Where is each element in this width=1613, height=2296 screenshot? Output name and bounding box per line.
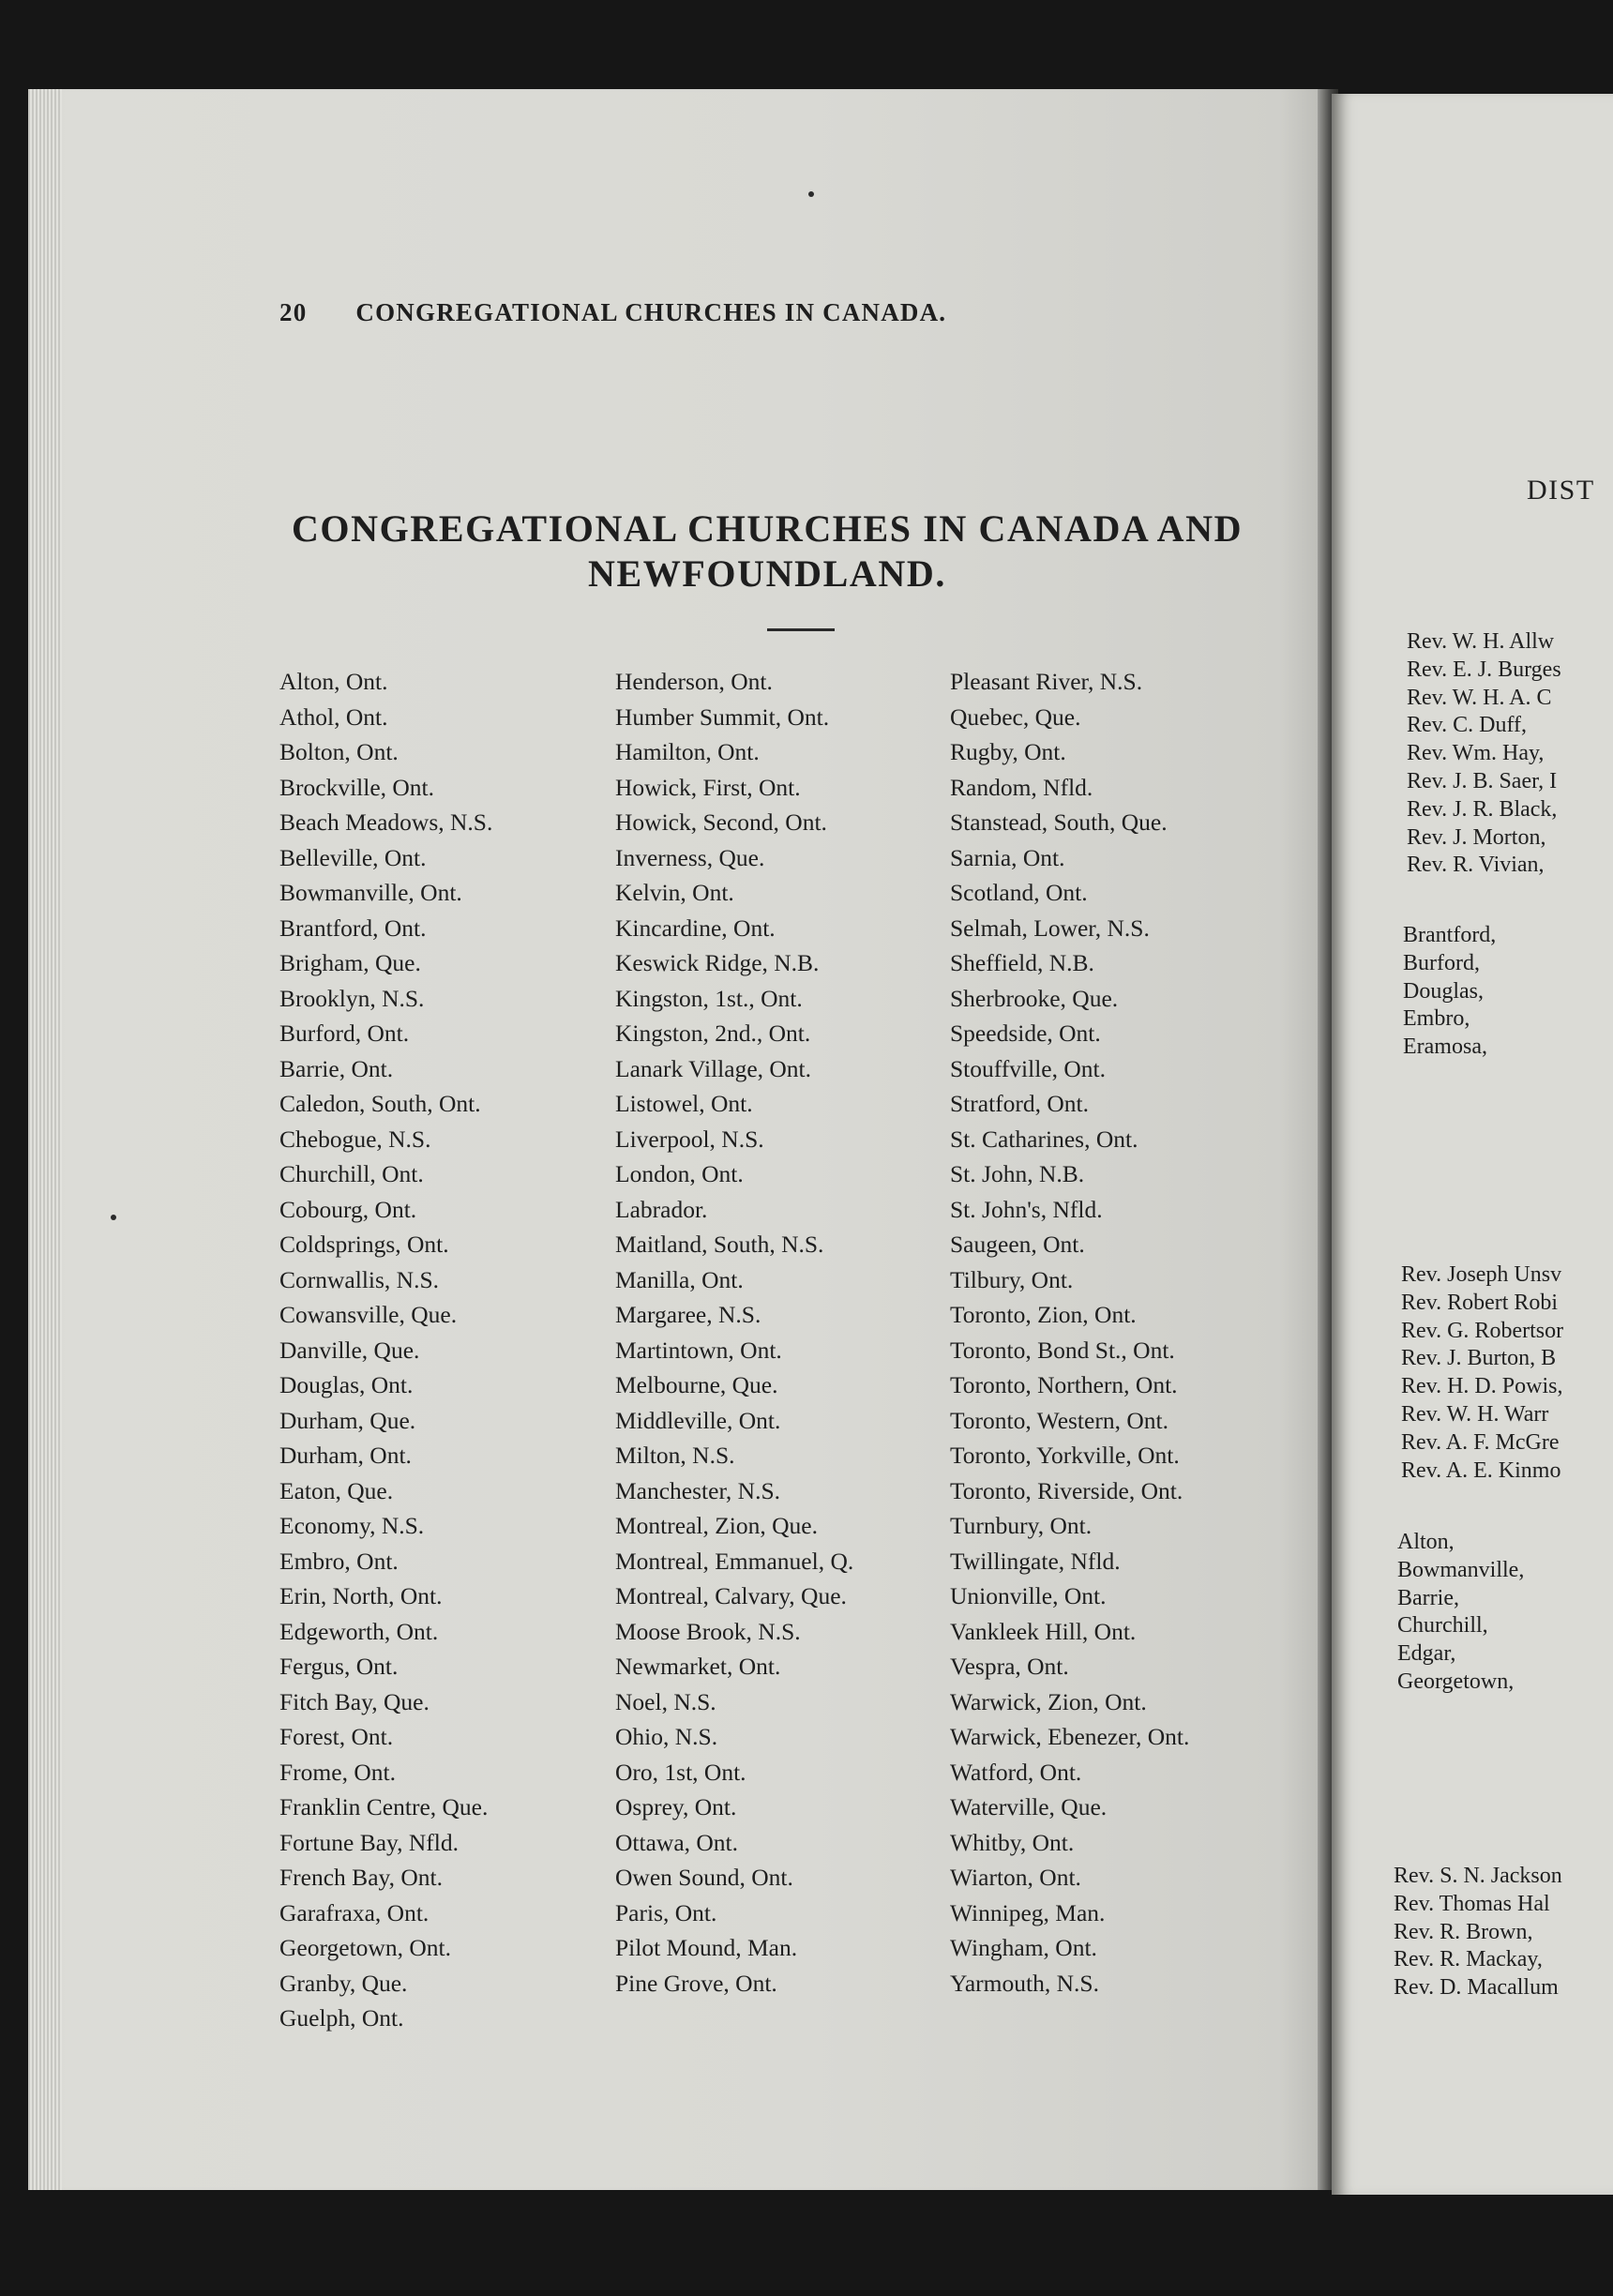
church-entry: Toronto, Zion, Ont. xyxy=(950,1301,1137,1328)
church-entry: Oro, 1st, Ont. xyxy=(615,1758,746,1786)
right-page-block-2 xyxy=(1403,922,1496,1062)
running-head-text: CONGREGATIONAL CHURCHES IN CANADA. xyxy=(355,298,947,326)
right-page-line: Rev. R. Brown, xyxy=(1394,1919,1533,1944)
church-entry: Warwick, Zion, Ont. xyxy=(950,1687,1147,1715)
church-entry: Cobourg, Ont. xyxy=(279,1195,417,1223)
right-page-block-4 xyxy=(1397,1529,1524,1697)
right-page-line: Churchill, xyxy=(1397,1613,1488,1639)
church-entry: Selmah, Lower, N.S. xyxy=(950,914,1150,942)
church-entry: Athol, Ont. xyxy=(279,702,388,731)
right-page-line: Rev. G. Robertsor xyxy=(1401,1318,1564,1343)
church-entry: Coldsprings, Ont. xyxy=(279,1231,449,1258)
page-number: 20 xyxy=(279,298,308,326)
church-entry: Montreal, Zion, Que. xyxy=(615,1512,818,1539)
right-page-line: Rev. D. Macallum xyxy=(1394,1975,1559,2001)
church-entry: Inverness, Que. xyxy=(615,843,765,871)
church-entry: Brantford, Ont. xyxy=(279,914,427,942)
church-entry: Watford, Ont. xyxy=(950,1758,1082,1786)
church-entry: Rugby, Ont. xyxy=(950,738,1066,765)
church-entry: Manilla, Ont. xyxy=(615,1265,744,1293)
right-page-line: Rev. J. Burton, B xyxy=(1401,1346,1557,1371)
church-entry: Manchester, N.S. xyxy=(615,1476,781,1504)
church-entry: Pleasant River, N.S. xyxy=(950,668,1143,695)
church-entry: Winnipeg, Man. xyxy=(950,1898,1106,1926)
church-entry: Keswick Ridge, N.B. xyxy=(615,949,820,976)
church-entry: Warwick, Ebenezer, Ont. xyxy=(950,1723,1190,1750)
church-entry: Owen Sound, Ont. xyxy=(615,1864,793,1891)
right-page-block-5 xyxy=(1394,1863,1562,2002)
church-entry: Martintown, Ont. xyxy=(615,1336,782,1364)
church-entry: Bowmanville, Ont. xyxy=(279,879,462,906)
right-page-line: Rev. W. H. A. C xyxy=(1407,685,1552,710)
church-entry: Fortune Bay, Nfld. xyxy=(279,1828,459,1856)
right-page-heading: DIST xyxy=(1527,475,1595,506)
church-entry: Random, Nfld. xyxy=(950,773,1093,801)
church-entry: Wiarton, Ont. xyxy=(950,1864,1081,1891)
church-entry: Quebec, Que. xyxy=(950,702,1081,731)
right-page-line: Rev. W. H. Warr xyxy=(1401,1401,1549,1427)
church-entry: Burford, Ont. xyxy=(279,1020,410,1047)
church-entry: Toronto, Northern, Ont. xyxy=(950,1371,1178,1398)
church-entry: Embro, Ont. xyxy=(279,1547,399,1575)
right-page-line: Rev. Wm. Hay, xyxy=(1407,741,1545,766)
right-page-line: Rev. W. H. Allw xyxy=(1407,629,1555,654)
church-entry: Montreal, Calvary, Que. xyxy=(615,1582,847,1609)
church-entry: Stouffville, Ont. xyxy=(950,1054,1106,1082)
church-entry: Garafraxa, Ont. xyxy=(279,1898,430,1926)
right-page-line: Rev. A. E. Kinmo xyxy=(1401,1458,1561,1483)
church-entry: Fitch Bay, Que. xyxy=(279,1687,430,1715)
right-page-line: Rev. J. B. Saer, I xyxy=(1407,768,1558,793)
right-page-line: Georgetown, xyxy=(1397,1669,1515,1694)
church-entry: Waterville, Que. xyxy=(950,1793,1108,1820)
ink-speck xyxy=(111,1215,116,1220)
church-entry: Twillingate, Nfld. xyxy=(950,1547,1121,1575)
right-page-line: Rev. S. N. Jackson xyxy=(1394,1864,1562,1888)
church-entry: Turnbury, Ont. xyxy=(950,1512,1093,1539)
church-entry: Ohio, N.S. xyxy=(615,1723,718,1750)
church-entry: Toronto, Western, Ont. xyxy=(950,1406,1168,1434)
church-entry: Caledon, South, Ont. xyxy=(279,1090,481,1117)
right-page-line: Rev. J. Morton, xyxy=(1407,824,1546,850)
church-entry: Sarnia, Ont. xyxy=(950,843,1065,871)
church-entry: Beach Meadows, N.S. xyxy=(279,808,493,836)
church-entry: Melbourne, Que. xyxy=(615,1371,778,1398)
church-entry: Milton, N.S. xyxy=(615,1442,735,1469)
right-page-line: Rev. C. Duff, xyxy=(1407,713,1527,738)
church-entry: Erin, North, Ont. xyxy=(279,1582,443,1609)
right-page-line: Barrie, xyxy=(1397,1585,1459,1610)
church-entry: Margaree, N.S. xyxy=(615,1301,761,1328)
ink-speck xyxy=(808,191,814,197)
church-entry: Sheffield, N.B. xyxy=(950,949,1094,976)
church-entry: Scotland, Ont. xyxy=(950,879,1088,906)
right-page-line: Bowmanville, xyxy=(1397,1557,1525,1582)
right-page-line: Douglas, xyxy=(1403,978,1484,1004)
church-entry: Alton, Ont. xyxy=(279,668,388,695)
church-entry: Frome, Ont. xyxy=(279,1758,396,1786)
church-entry: Economy, N.S. xyxy=(279,1512,425,1539)
church-entry: Edgeworth, Ont. xyxy=(279,1617,439,1645)
church-entry: Brooklyn, N.S. xyxy=(279,984,425,1012)
church-entry: Moose Brook, N.S. xyxy=(615,1617,801,1645)
church-entry: Maitland, South, N.S. xyxy=(615,1231,824,1258)
right-page-block-1 xyxy=(1407,628,1561,880)
right-page-line: Rev. Robert Robi xyxy=(1401,1290,1559,1315)
church-entry: Stanstead, South, Que. xyxy=(950,808,1168,836)
church-entry: Fergus, Ont. xyxy=(279,1653,399,1680)
church-entry: Toronto, Bond St., Ont. xyxy=(950,1336,1175,1364)
church-entry: Montreal, Emmanuel, Q. xyxy=(615,1547,854,1575)
church-entry: Danville, Que. xyxy=(279,1336,420,1364)
church-entry: Brigham, Que. xyxy=(279,949,421,976)
church-entry: London, Ont. xyxy=(615,1160,744,1187)
church-entry: Yarmouth, N.S. xyxy=(950,1969,1099,1997)
church-entry: Liverpool, N.S. xyxy=(615,1125,764,1153)
church-entry: Saugeen, Ont. xyxy=(950,1231,1085,1258)
church-entry: Lanark Village, Ont. xyxy=(615,1054,812,1082)
church-entry: Middleville, Ont. xyxy=(615,1406,781,1434)
church-entry: French Bay, Ont. xyxy=(279,1864,443,1891)
right-page-line: Rev. R. Mackay, xyxy=(1394,1947,1543,1972)
church-entry: Vankleek Hill, Ont. xyxy=(950,1617,1137,1645)
church-entry: Eaton, Que. xyxy=(279,1476,394,1504)
right-page-line: Rev. A. F. McGre xyxy=(1401,1429,1560,1455)
church-entry: Hamilton, Ont. xyxy=(615,738,760,765)
church-entry: Howick, Second, Ont. xyxy=(615,808,827,836)
church-entry: Paris, Ont. xyxy=(615,1898,717,1926)
church-entry: Kingston, 1st., Ont. xyxy=(615,984,803,1012)
right-page-line: Embro, xyxy=(1403,1006,1470,1032)
right-page-line: Rev. R. Vivian, xyxy=(1407,853,1545,878)
church-entry: Speedside, Ont. xyxy=(950,1020,1101,1047)
church-entry: Granby, Que. xyxy=(279,1969,408,1997)
right-page-block-3 xyxy=(1401,1261,1563,1485)
church-entry: Durham, Ont. xyxy=(279,1442,412,1469)
church-entry: Tilbury, Ont. xyxy=(950,1265,1074,1293)
right-page-line: Brantford, xyxy=(1403,923,1497,947)
church-entry: Wingham, Ont. xyxy=(950,1934,1097,1961)
church-entry: Bolton, Ont. xyxy=(279,738,399,765)
title-line-2: NEWFOUNDLAND. xyxy=(588,552,946,595)
church-entry: St. Catharines, Ont. xyxy=(950,1125,1138,1153)
right-page-line: Rev. Thomas Hal xyxy=(1394,1891,1550,1916)
right-page-line: Rev. Joseph Unsv xyxy=(1401,1262,1562,1287)
church-entry: St. John's, Nfld. xyxy=(950,1195,1103,1223)
right-page-line: Burford, xyxy=(1403,950,1480,975)
church-entry: Labrador. xyxy=(615,1195,708,1223)
title-line-1: CONGREGATIONAL CHURCHES IN CANADA AND xyxy=(291,507,1244,550)
church-entry: Henderson, Ont. xyxy=(615,668,773,695)
church-entry: Ottawa, Ont. xyxy=(615,1828,739,1856)
church-entry: St. John, N.B. xyxy=(950,1160,1085,1187)
right-page-line: Rev. H. D. Powis, xyxy=(1401,1374,1563,1399)
church-entry: Cornwallis, N.S. xyxy=(279,1265,440,1293)
church-entry: Georgetown, Ont. xyxy=(279,1934,451,1961)
church-list-column-2 xyxy=(615,664,853,2001)
right-page-line: Rev. J. R. Black, xyxy=(1407,796,1558,822)
church-entry: Stratford, Ont. xyxy=(950,1090,1090,1117)
title-rule xyxy=(767,628,835,631)
right-page-line: Rev. E. J. Burges xyxy=(1407,657,1561,682)
church-entry: Toronto, Riverside, Ont. xyxy=(950,1476,1183,1504)
church-entry: Douglas, Ont. xyxy=(279,1371,414,1398)
church-entry: Barrie, Ont. xyxy=(279,1054,394,1082)
church-entry: Unionville, Ont. xyxy=(950,1582,1107,1609)
church-entry: Listowel, Ont. xyxy=(615,1090,753,1117)
church-entry: Noel, N.S. xyxy=(615,1687,716,1715)
church-entry: Churchill, Ont. xyxy=(279,1160,424,1187)
church-entry: Guelph, Ont. xyxy=(279,2004,404,2032)
church-entry: Kingston, 2nd., Ont. xyxy=(615,1020,811,1047)
church-entry: Chebogue, N.S. xyxy=(279,1125,431,1153)
running-head xyxy=(279,298,946,327)
church-entry: Franklin Centre, Que. xyxy=(279,1793,489,1820)
church-list-column-3 xyxy=(950,664,1189,2001)
church-entry: Durham, Que. xyxy=(279,1406,416,1434)
church-entry: Brockville, Ont. xyxy=(279,773,435,801)
church-entry: Toronto, Yorkville, Ont. xyxy=(950,1442,1180,1469)
church-entry: Vespra, Ont. xyxy=(950,1653,1069,1680)
church-entry: Newmarket, Ont. xyxy=(615,1653,781,1680)
page-title xyxy=(279,506,1255,597)
right-page-line: Alton, xyxy=(1397,1530,1455,1554)
right-page-line: Edgar, xyxy=(1397,1641,1456,1667)
church-entry: Humber Summit, Ont. xyxy=(615,702,830,731)
church-entry: Pine Grove, Ont. xyxy=(615,1969,777,1997)
church-entry: Kincardine, Ont. xyxy=(615,914,776,942)
church-entry: Howick, First, Ont. xyxy=(615,773,801,801)
church-entry: Osprey, Ont. xyxy=(615,1793,737,1820)
church-entry: Cowansville, Que. xyxy=(279,1301,458,1328)
right-page-line: Eramosa, xyxy=(1403,1035,1487,1060)
church-entry: Whitby, Ont. xyxy=(950,1828,1075,1856)
church-entry: Pilot Mound, Man. xyxy=(615,1934,798,1961)
church-entry: Belleville, Ont. xyxy=(279,843,427,871)
church-list-column-1 xyxy=(279,664,492,2036)
church-entry: Kelvin, Ont. xyxy=(615,879,734,906)
church-entry: Sherbrooke, Que. xyxy=(950,984,1119,1012)
church-entry: Forest, Ont. xyxy=(279,1723,394,1750)
